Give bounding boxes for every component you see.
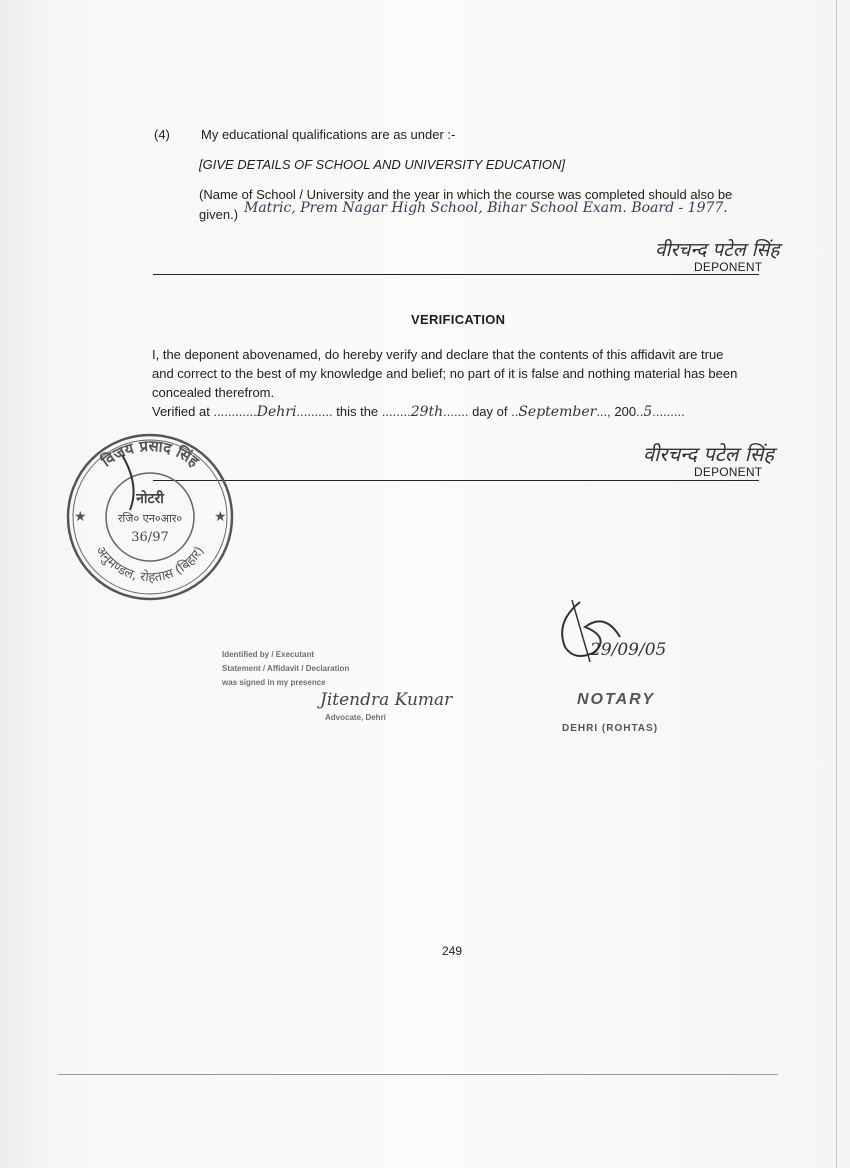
item-note-line-2: given.) xyxy=(199,207,239,222)
svg-text:★: ★ xyxy=(214,509,227,525)
seal-center-line-2: रजि० एन०आर० xyxy=(117,512,183,525)
verified-at-line: Verified at ............Dehri.......... this the ........29th....... day of ..September..., 200..5......... xyxy=(152,404,685,420)
svg-text:अनुमण्डल, रोहतास (बिहार) xyxy=(92,544,207,586)
verified-at-value: Dehri xyxy=(256,404,297,420)
verification-line-1: I, the deponent abovenamed, do hereby verify and declare that the contents of this affidavit are true xyxy=(152,347,724,362)
attestation-designation: Advocate, Dehri xyxy=(325,713,386,722)
deponent-label-2: DEPONENT xyxy=(694,465,763,479)
deponent-label-1: DEPONENT xyxy=(694,260,763,274)
notary-title: NOTARY xyxy=(577,691,656,708)
notary-signature-date: 29/09/05 xyxy=(590,640,667,660)
page-number: 249 xyxy=(442,944,463,958)
day-of-value: September xyxy=(518,404,597,420)
seal-center-line-1: नोटरी xyxy=(136,491,164,507)
handwritten-qualification: Matric, Prem Nagar High School, Bihar School Exam. Board - 1977. xyxy=(244,200,728,216)
year-label: 200 xyxy=(614,404,637,419)
year-value: 5 xyxy=(643,404,653,420)
attestation-line-3: was signed in my presence xyxy=(222,678,326,687)
item-heading: My educational qualifications are as under :- xyxy=(201,127,456,142)
attestation-block xyxy=(222,648,349,690)
verification-line-3: concealed therefrom. xyxy=(152,385,275,400)
item-instruction: [GIVE DETAILS OF SCHOOL AND UNIVERSITY EDUCATION] xyxy=(199,157,565,172)
day-of-label: day of xyxy=(472,404,508,419)
this-the-value: 29th xyxy=(410,404,444,420)
attestation-line-2: Statement / Affidavit / Declaration xyxy=(222,664,350,673)
attestation-signature: Jitendra Kumar xyxy=(320,690,453,710)
deponent-signature-1: वीरचन्द पटेल सिंह xyxy=(655,239,780,261)
fold-line xyxy=(58,1074,778,1075)
verified-at-label: Verified at xyxy=(152,404,210,419)
divider-2 xyxy=(153,480,759,481)
seal-top-text: विजय प्रसाद सिंह xyxy=(98,436,203,471)
verification-line-2: and correct to the best of my knowledge and belief; no part of it is false and nothing material has been xyxy=(152,366,738,381)
notary-seal-icon xyxy=(60,425,240,605)
attestation-line-1: Identified by / Executant xyxy=(222,650,315,659)
seal-center-line-3: 36/97 xyxy=(131,530,169,545)
svg-text:★: ★ xyxy=(74,509,87,525)
item-number: (4) xyxy=(154,127,170,142)
item-note-line-1: (Name of School / University and the year in which the course was completed should also be xyxy=(199,187,733,202)
this-the-label: this the xyxy=(336,404,379,419)
svg-text:विजय प्रसाद सिंह xyxy=(97,437,203,472)
notary-signature-icon xyxy=(550,592,700,672)
page-edge xyxy=(836,0,837,1168)
seal-bottom-text: अनुमण्डल, रोहतास (बिहार) xyxy=(92,543,208,586)
notary-place: DEHRI (ROHTAS) xyxy=(562,723,659,734)
verification-title: VERIFICATION xyxy=(411,312,506,327)
divider-1 xyxy=(153,274,759,275)
deponent-signature-2: वीरचन्द पटेल सिंह xyxy=(643,442,775,466)
